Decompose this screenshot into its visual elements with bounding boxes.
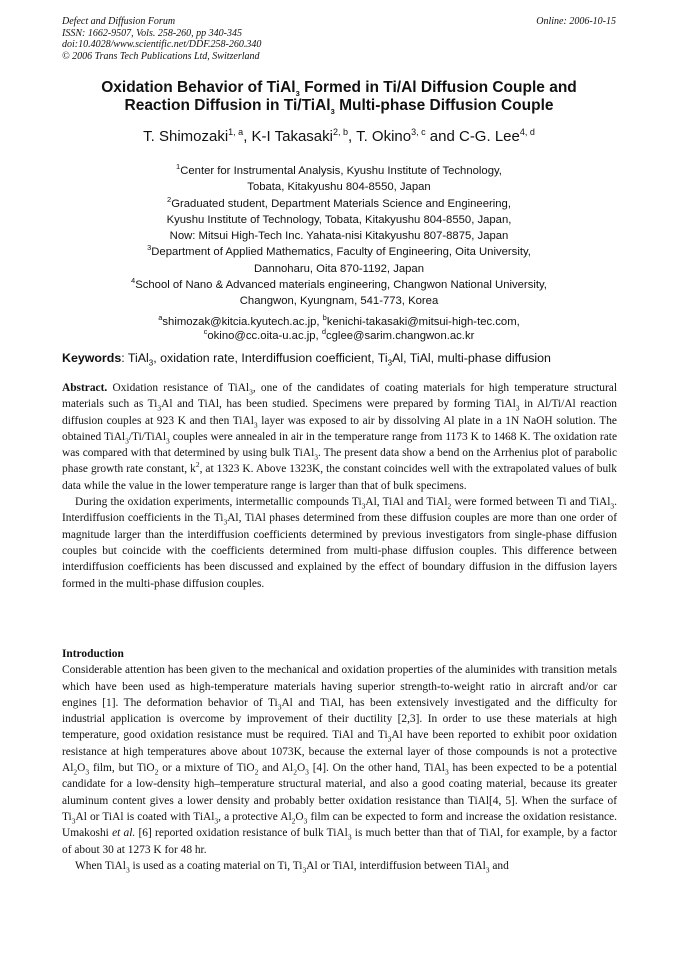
affiliation-3: $^3$Department of Applied Mathematics, Faculty of Engineering, Oita University,	[147, 243, 531, 259]
author: K-I Takasaki$^{2, b}$	[251, 127, 348, 145]
author: T. Okino$^{3, c}$	[356, 127, 426, 145]
affiliation-4: $^4$School of Nano & Advanced materials engineering, Changwon National University,	[131, 276, 547, 292]
abstract-paragraph-1: Abstract. Oxidation resistance of TiAl$_3$, one of the candidates of coating materials for high temperature structural materials such as $Ti_3Al$ and TiAl, has been studied. Specimens were prepared by forming TiAl$_3$ in Al/Ti/Al reaction diffusion couples at 923 K and then TiAl$_3$ layer was exposed to air by dissolving Al plate in a 1N NaOH solution. The obtained TiAl$_3$/Ti/TiAl$_3$ couples were annealed in air in the temperature range from 1173 K to 1468 K. The oxidation rate was compared with that determined by using bulk TiAl$_3$. The present data show a bend on the Arrhenius plot of parabolic phase growth rate constant, $k^2$, at 1323 K. Above 1323K, the constant coincides well with the extrapolated values of bulk data while the value in the lower temperature range is larger than that of bulk specimens.	[62, 382, 618, 492]
journal-name: Defect and Diffusion Forum	[62, 16, 176, 27]
abstract-section	[62, 380, 617, 592]
online-date: Online: 2006-10-15	[536, 16, 616, 27]
doi-line: doi:10.4028/www.scientific.net/DDF.258-260.340	[62, 39, 262, 51]
affiliation-line: Now: Mitsui High-Tech Inc. Yahata-nisi Kitakyushu 807-8875, Japan	[169, 230, 509, 243]
paper-title	[40, 79, 638, 114]
email-link[interactable]: cglee@sarim.changwon.ac.kr	[326, 330, 475, 342]
title-line-2: Reaction Diffusion in Ti/TiAl$_3$ Multi-phase Diffusion Couple	[124, 96, 554, 116]
affiliations	[40, 163, 638, 310]
introduction-heading: Introduction	[62, 648, 124, 660]
email-link[interactable]: okino@cc.oita-u.ac.jp,	[207, 330, 322, 342]
affiliation-line: Tobata, Kitakyushu 804-8550, Japan	[247, 181, 431, 194]
email-link[interactable]: shimozak@kitcia.kyutech.ac.jp,	[162, 316, 323, 328]
author-list: T. Shimozaki$^{1, a}$, K-I Takasaki$^{2, b}$, T. Okino$^{3, c}$ and C-G. Lee$^{4, d}$	[143, 127, 535, 145]
keywords-label: Keywords	[62, 351, 122, 365]
keywords: Keywords: TiAl$_3$, oxidation rate, Interdiffusion coefficient, $Ti_3Al$, TiAl, multi-phase diffusion	[62, 351, 551, 368]
title-line-1: Oxidation Behavior of TiAl$_3$ Formed in Ti/Al Diffusion Couple and	[101, 79, 577, 99]
affiliation-line: Kyushu Institute of Technology, Tobata, Kitakyushu 804-8550, Japan,	[166, 213, 512, 226]
introduction-section	[62, 646, 617, 874]
introduction-paragraph-1: Considerable attention has been given to the mechanical and oxidation properties of the aluminides with transition metals which have been used as high-temperature materials having superior strength-to-weight ratio in aircraft and/or car engines [1]. The deformation behavior of $Ti_3Al$ and TiAl, has been extensively investigated and the difficulty for industrial application is overcome by improvement of their ductility [2,3]. In order to use these materials at high temperature, good oxidation resistance must be required. TiAl and $Ti_3Al$ have been reported to exhibit poor oxidation resistance at high temperatures above about 1073K, because the external layer of those compounds is not a protective $Al_2O_3$ film, but TiO$_2$ or a mixture of TiO$_2$ and $Al_2O_3$ [4]. On the other hand, TiAl$_3$ has been expected to be a potential candidate for a low-density high–temperature structural material, and also a good coating material, because its greater aluminum content gives a lower density and probably better oxidation resistance than TiAl[4, 5]. When the surface of $Ti_3Al$ or TiAl is coated with TiAl$_3$, a protective $Al_2O_3$ film can be expected to form and increase the oxidation resistance. Umakoshi et al. [6] reported oxidation resistance of bulk TiAl$_3$ is much better than that of TiAl, for example, by a factor of about 30 at 1273 K for 48 hr.	[62, 664, 618, 856]
affiliation-1: $^1$Center for Instrumental Analysis, Kyushu Institute of Technology,	[176, 162, 502, 177]
author-emails: $^a$shimozak@kitcia.kyutech.ac.jp, $^b$kenichi-takasaki@mitsui-high-tec.com, $^c$okino@cc.oita-u.ac.jp, $^d$cglee@sarim.changwon.ac.kr	[158, 313, 520, 342]
author: C-G. Lee$^{4, d}$	[458, 127, 535, 145]
abstract-label: Abstract.	[62, 382, 108, 394]
affiliation-2: $^2$Graduated student, Department Materials Science and Engineering,	[167, 194, 511, 210]
affiliation-line: Changwon, Kyungnam, 541-773, Korea	[239, 295, 439, 308]
author: T. Shimozaki$^{1, a}$	[143, 127, 244, 145]
introduction-paragraph-2: When TiAl$_3$ is used as a coating material on Ti, $Ti_3Al$ or TiAl, interdiffusion between TiAl$_3$ and	[75, 859, 509, 875]
copyright-line: © 2006 Trans Tech Publications Ltd, Switzerland	[62, 50, 260, 62]
affiliation-line: Dannoharu, Oita 870-1192, Japan	[254, 262, 424, 275]
journal-header	[62, 16, 261, 62]
issn-line: ISSN: 1662-9507, Vols. 258-260, pp 340-345	[62, 27, 242, 39]
abstract-paragraph-2: During the oxidation experiments, intermetallic compounds $Ti_3Al$, TiAl and TiAl$_2$ were formed between Ti and TiAl$_3$. Interdiffusion coefficients in the $Ti_3Al$, TiAl phases determined from these diffusion couples are more than one order of magnitude larger than the interdiffusion coefficients determined by previous investigators from single-phase diffusion couples but coincide with the coefficients determined from multi-phase diffusion couples. This difference between interdiffusion coefficients has been discussed and explained by the effect of boundary diffusion in the diffusion layers formed in the multi-phase diffusion couples.	[62, 496, 617, 590]
email-link[interactable]: kenichi-takasaki@mitsui-high-tec.com,	[326, 316, 520, 328]
